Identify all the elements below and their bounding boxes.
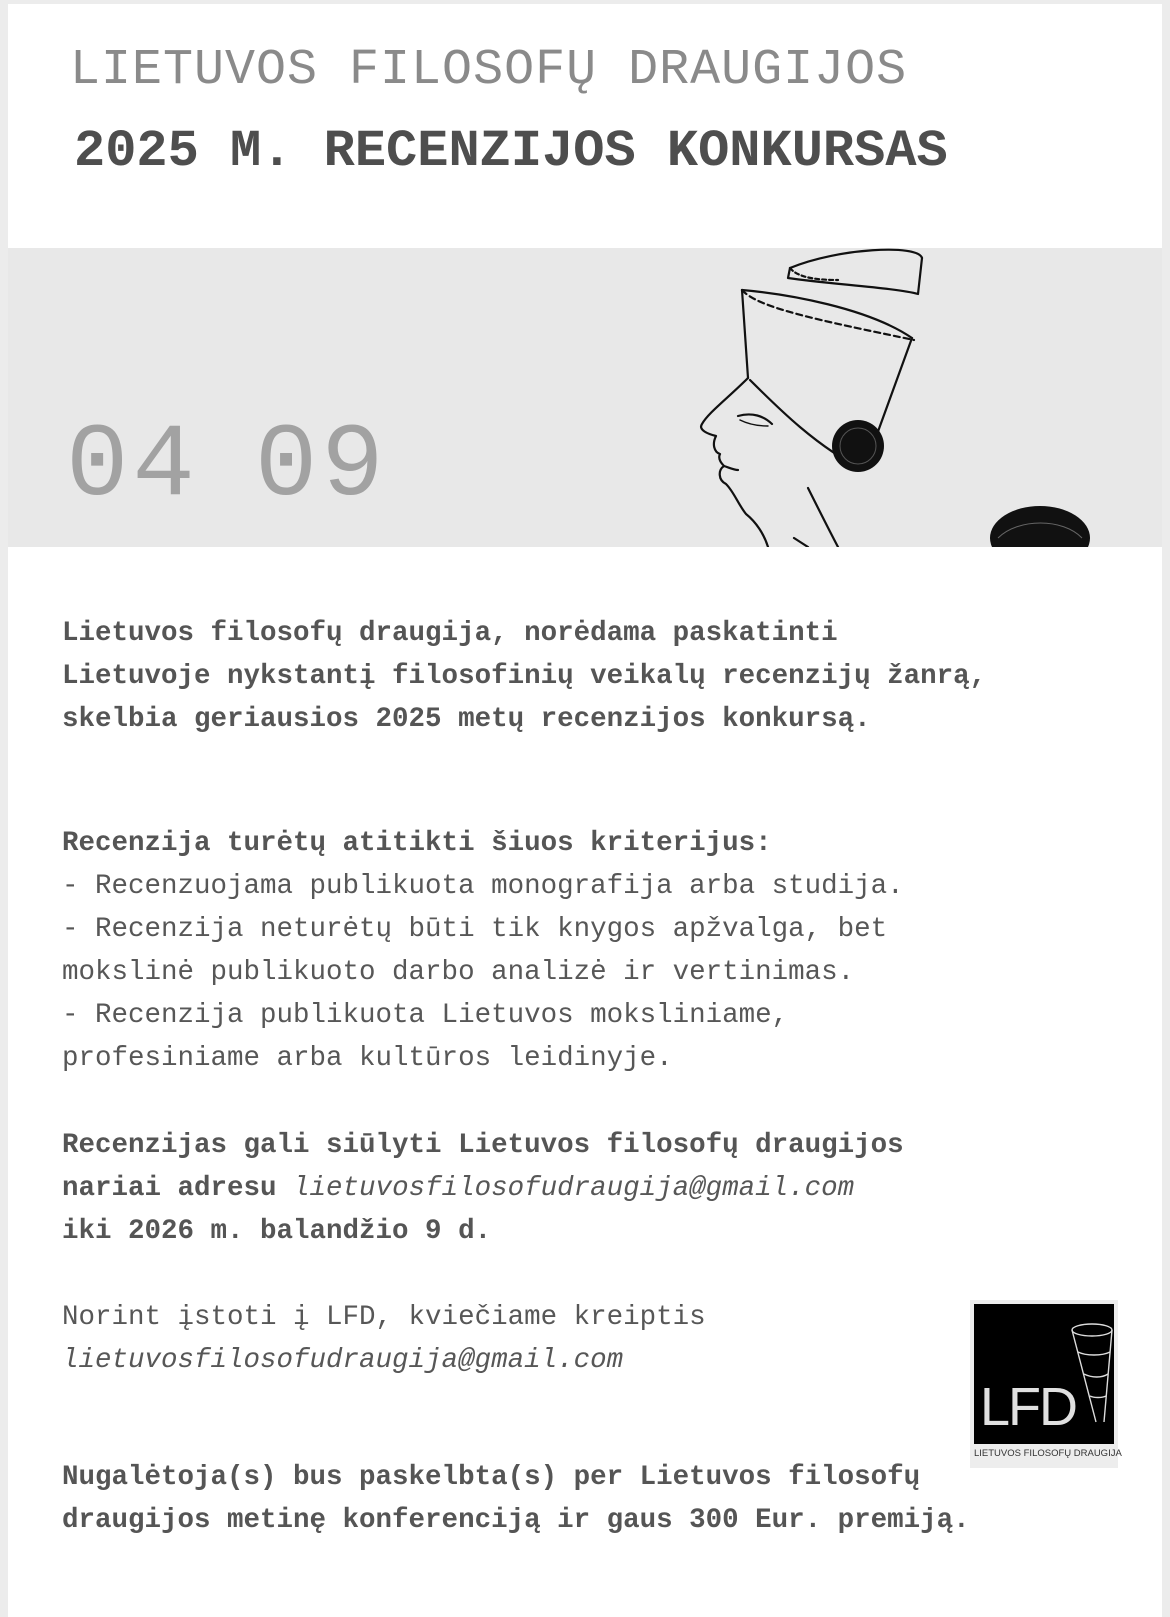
logo-caption: LIETUVOS FILOSOFŲ DRAUGIJA <box>974 1448 1122 1459</box>
intro-line: skelbia geriausios 2025 metų recenzijos konkursą. <box>62 704 871 735</box>
intro-paragraph <box>62 612 1122 741</box>
date-day: 09 <box>254 408 388 526</box>
criteria-item: - Recenzija publikuota Lietuvos moksliniame, <box>62 1000 789 1031</box>
criteria-item: mokslinė publikuoto darbo analizė ir vertinimas. <box>62 957 855 988</box>
submission-prefix: nariai adresu <box>62 1173 294 1204</box>
deadline-date <box>66 408 444 526</box>
line-drawing-illustration <box>668 248 1162 547</box>
membership-section <box>62 1296 1122 1382</box>
submission-deadline: iki 2026 m. balandžio 9 d. <box>62 1216 492 1247</box>
criteria-item: - Recenzuojama publikuota monografija arba studija. <box>62 871 904 902</box>
page-title: 2025 M. RECENZIJOS KONKURSAS <box>74 122 948 181</box>
intro-line: Lietuvos filosofų draugija, norėdama paskatinti <box>62 618 838 649</box>
membership-email-link[interactable]: lietuvosfilosofudraugija@gmail.com <box>62 1345 624 1376</box>
winner-line: Nugalėtoja(s) bus paskelbta(s) per Lietuvos filosofų <box>62 1462 921 1493</box>
criteria-item: - Recenzija neturėtų būti tik knygos apžvalga, bet <box>62 914 888 945</box>
submission-section <box>62 1124 1122 1253</box>
submission-email-link[interactable]: lietuvosfilosofudraugija@gmail.com <box>293 1173 855 1204</box>
organization-heading: LIETUVOS FILOSOFŲ DRAUGIJOS <box>70 42 908 99</box>
logo-square <box>974 1304 1114 1444</box>
winner-section <box>62 1456 1122 1542</box>
criteria-heading: Recenzija turėtų atitikti šiuos kriterijus: <box>62 828 772 859</box>
criteria-section <box>62 822 1122 1080</box>
membership-line: Norint įstoti į LFD, kviečiame kreiptis <box>62 1302 706 1333</box>
intro-line: Lietuvoje nykstantį filosofinių veikalų recenzijų žanrą, <box>62 661 987 692</box>
winner-line: draugijos metinę konferenciją ir gaus 300 Eur. premiją. <box>62 1505 970 1536</box>
submission-line: Recenzijas gali siūlyti Lietuvos filosofų draugijos <box>62 1130 904 1161</box>
date-banner <box>8 248 1162 547</box>
logo-text: LFD <box>980 1377 1077 1437</box>
lfd-logo <box>970 1300 1122 1468</box>
date-month: 04 <box>66 408 199 526</box>
poster <box>8 4 1162 1617</box>
criteria-item: profesiniame arba kultūros leidinyje. <box>62 1043 673 1074</box>
